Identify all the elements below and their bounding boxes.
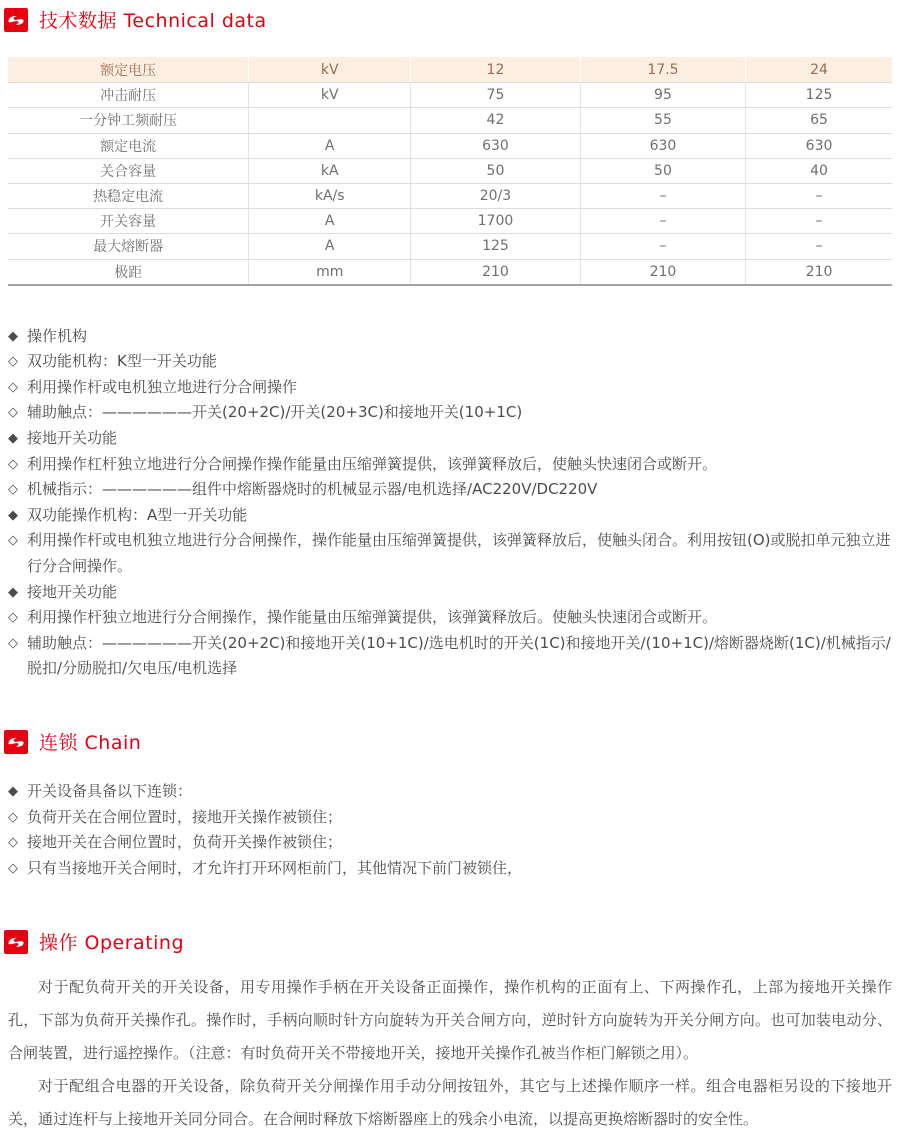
- table-cell: –: [581, 184, 746, 208]
- bullet-diamond-icon: ◇: [8, 533, 18, 549]
- table-row: [8, 233, 892, 258]
- table-cell: kV: [249, 83, 411, 107]
- list-item-text: 利用操作杆或电机独立地进行分合闸操作: [27, 377, 298, 396]
- bullet-diamond-icon: ◇: [8, 354, 18, 370]
- list-item-text: 辅助触点：——————开关(20+2C)和接地开关(10+1C)/选电机时的开关(1C)和接地开关/(10+1C)/熔断器烧断(1C)/机械指示/脱扣/分励脱扣/欠电压/电机选择: [27, 633, 891, 678]
- table-cell: 630: [411, 134, 581, 158]
- list-item: [8, 477, 892, 503]
- list-item: [8, 324, 892, 350]
- list-item-text: 开关设备具备以下连锁：: [27, 782, 193, 800]
- table-row: [8, 107, 892, 132]
- bullet-diamond-icon: ◇: [8, 860, 18, 876]
- list-item-text: 操作机构: [27, 326, 88, 345]
- table-cell: 一分钟工频耐压: [8, 108, 249, 132]
- list-item: [8, 805, 892, 831]
- table-cell: 95: [581, 83, 746, 107]
- bullet-diamond-icon: ◆: [8, 507, 18, 523]
- table-cell: 65: [810, 112, 828, 129]
- section-header-operating: [4, 928, 900, 955]
- table-row: [8, 208, 892, 233]
- spacer: [0, 881, 900, 928]
- list-item-text: 双功能操作机构：A型一开关功能: [27, 505, 248, 524]
- list-item-text: 利用操作杆或电机独立地进行分合闸操作，操作能量由压缩弹簧提供，该弹簧释放后，使触头闭合。利用按钮(O)或脱扣单元独立进行分合闸操作。: [27, 531, 891, 576]
- table-cell: 24: [810, 61, 828, 78]
- list-item-text: 接地开关功能: [27, 582, 118, 601]
- spacer: [0, 682, 900, 728]
- table-cell: 630: [805, 137, 833, 154]
- paragraph: 对于配组合电器的开关设备，除负荷开关分闸操作用手动分闸按钮外，其它与上述操作顺序一样。组合电器柜另设的下接地开关，通过连杆与上接地开关同分同合。在合闸时释放下熔断器座上的残余小电流，以提高更换熔断器时的安全性。: [8, 1077, 892, 1129]
- table-cell: 50: [581, 159, 746, 183]
- table-cell: 热稳定电流: [8, 184, 249, 208]
- table-cell: 630: [581, 134, 746, 158]
- list-item: [8, 779, 892, 805]
- table-cell: kV: [249, 57, 411, 82]
- table-cell: 开关容量: [8, 209, 249, 233]
- bullet-diamond-icon: ◆: [8, 584, 18, 600]
- list-item-text: 只有当接地开关合闸时，才允许打开环网柜前门，其他情况下前门被锁住，: [27, 858, 523, 877]
- section-header-technical: [4, 6, 900, 33]
- table-cell: kA: [249, 159, 411, 183]
- chain-list: [8, 779, 892, 881]
- bullet-diamond-icon: ◇: [8, 610, 18, 626]
- list-item: [8, 528, 892, 579]
- list-item: [8, 580, 892, 606]
- table-cell: 210: [411, 260, 581, 284]
- list-item: [8, 631, 892, 682]
- list-item-text: 接地开关在合闸位置时，负荷开关操作被锁住；: [27, 833, 343, 852]
- table-cell: 55: [581, 108, 746, 132]
- table-cell: –: [581, 209, 746, 233]
- table-cell: 75: [411, 83, 581, 107]
- brand-logo-icon: [4, 8, 28, 32]
- bullet-diamond-icon: ◆: [8, 431, 18, 447]
- table-cell: –: [815, 213, 823, 230]
- table-cell: 1700: [411, 209, 581, 233]
- bullet-diamond-icon: ◇: [8, 456, 18, 472]
- table-row: [8, 82, 892, 107]
- table-cell: 125: [411, 234, 581, 258]
- table-row: [8, 183, 892, 208]
- table-cell: 210: [581, 260, 746, 284]
- table-cell: [249, 108, 411, 132]
- table-cell: –: [581, 234, 746, 258]
- list-item: [8, 375, 892, 401]
- bullet-diamond-icon: ◇: [8, 379, 18, 395]
- table-cell: 42: [411, 108, 581, 132]
- table-cell: A: [249, 209, 411, 233]
- table-cell: 17.5: [581, 57, 746, 82]
- table-cell: 12: [411, 57, 581, 82]
- spacer: [0, 955, 900, 971]
- list-item: [8, 452, 892, 478]
- bullet-diamond-icon: ◇: [8, 809, 18, 825]
- list-item-text: 机械指示：——————组件中熔断器烧时的机械显示器/电机选择/AC220V/DC220V: [27, 480, 598, 499]
- table-header-row: [8, 57, 892, 82]
- table-cell: –: [815, 238, 823, 255]
- list-item: [8, 830, 892, 856]
- list-item-text: 负荷开关在合闸位置时，接地开关操作被锁住；: [27, 807, 343, 826]
- list-item: [8, 426, 892, 452]
- list-item: [8, 349, 892, 375]
- bullet-diamond-icon: ◇: [8, 835, 18, 851]
- list-item: [8, 856, 892, 882]
- bullet-diamond-icon: ◆: [8, 784, 18, 799]
- table-row: [8, 133, 892, 158]
- list-item: [8, 400, 892, 426]
- bullet-diamond-icon: ◇: [8, 482, 18, 498]
- operating-paragraphs: [8, 971, 892, 1136]
- list-item: [8, 605, 892, 631]
- table-cell: 额定电压: [8, 57, 249, 82]
- table-cell: 40: [810, 162, 828, 179]
- table-cell: A: [249, 134, 411, 158]
- table-row: [8, 259, 892, 284]
- spec-table: [8, 57, 892, 286]
- table-cell: A: [249, 234, 411, 258]
- section-title: 操作 Operating: [39, 932, 185, 955]
- list-item-text: 辅助触点：——————开关(20+2C)/开关(20+3C)和接地开关(10+1C): [27, 403, 523, 422]
- section-title: 技术数据 Technical data: [39, 10, 267, 32]
- bullet-diamond-icon: ◆: [8, 328, 18, 344]
- table-cell: 20/3: [411, 184, 581, 208]
- table-cell: 最大熔断器: [8, 234, 249, 258]
- bullet-diamond-icon: ◇: [8, 635, 18, 651]
- brand-logo-icon: [4, 930, 28, 954]
- section-header-chain: [4, 728, 900, 755]
- list-item-text: 双功能机构：K型一开关功能: [27, 352, 217, 371]
- section-title: 连锁 Chain: [39, 732, 142, 754]
- bullet-diamond-icon: ◇: [8, 405, 18, 421]
- table-cell: kA/s: [249, 184, 411, 208]
- table-cell: 50: [411, 159, 581, 183]
- table-cell: 额定电流: [8, 134, 249, 158]
- list-item-text: 接地开关功能: [27, 429, 118, 448]
- mechanism-list: [8, 324, 892, 682]
- table-row: [8, 158, 892, 183]
- table-cell: –: [815, 188, 823, 205]
- table-cell: 210: [805, 263, 833, 280]
- list-item-text: 利用操作杆独立地进行分合闸操作，操作能量由压缩弹簧提供，该弹簧释放后。使触头快速闭合或断开。: [27, 608, 718, 627]
- list-item: [8, 503, 892, 529]
- table-cell: 极距: [8, 260, 249, 284]
- table-cell: 关合容量: [8, 159, 249, 183]
- table-cell: mm: [249, 260, 411, 284]
- table-cell: 冲击耐压: [8, 83, 249, 107]
- table-cell: 125: [805, 87, 833, 104]
- paragraph: 对于配负荷开关的开关设备，用专用操作手柄在开关设备正面操作，操作机构的正面有上、下两操作孔，上部为接地开关操作孔，下部为负荷开关操作孔。操作时，手柄向顺时针方向旋转为开关合闸方向，逆时针方向旋转为开关分闸方向。也可加装电动分、合闸装置，进行遥控操作。（注意：有时负荷开关不带接地开关，接地开关操作孔被当作柜门解锁之用）。: [8, 978, 892, 1063]
- list-item-text: 利用操作杠杆独立地进行分合闸操作操作能量由压缩弹簧提供，该弹簧释放后，使触头快速闭合或断开。: [27, 454, 718, 473]
- brand-logo-icon: [4, 730, 28, 754]
